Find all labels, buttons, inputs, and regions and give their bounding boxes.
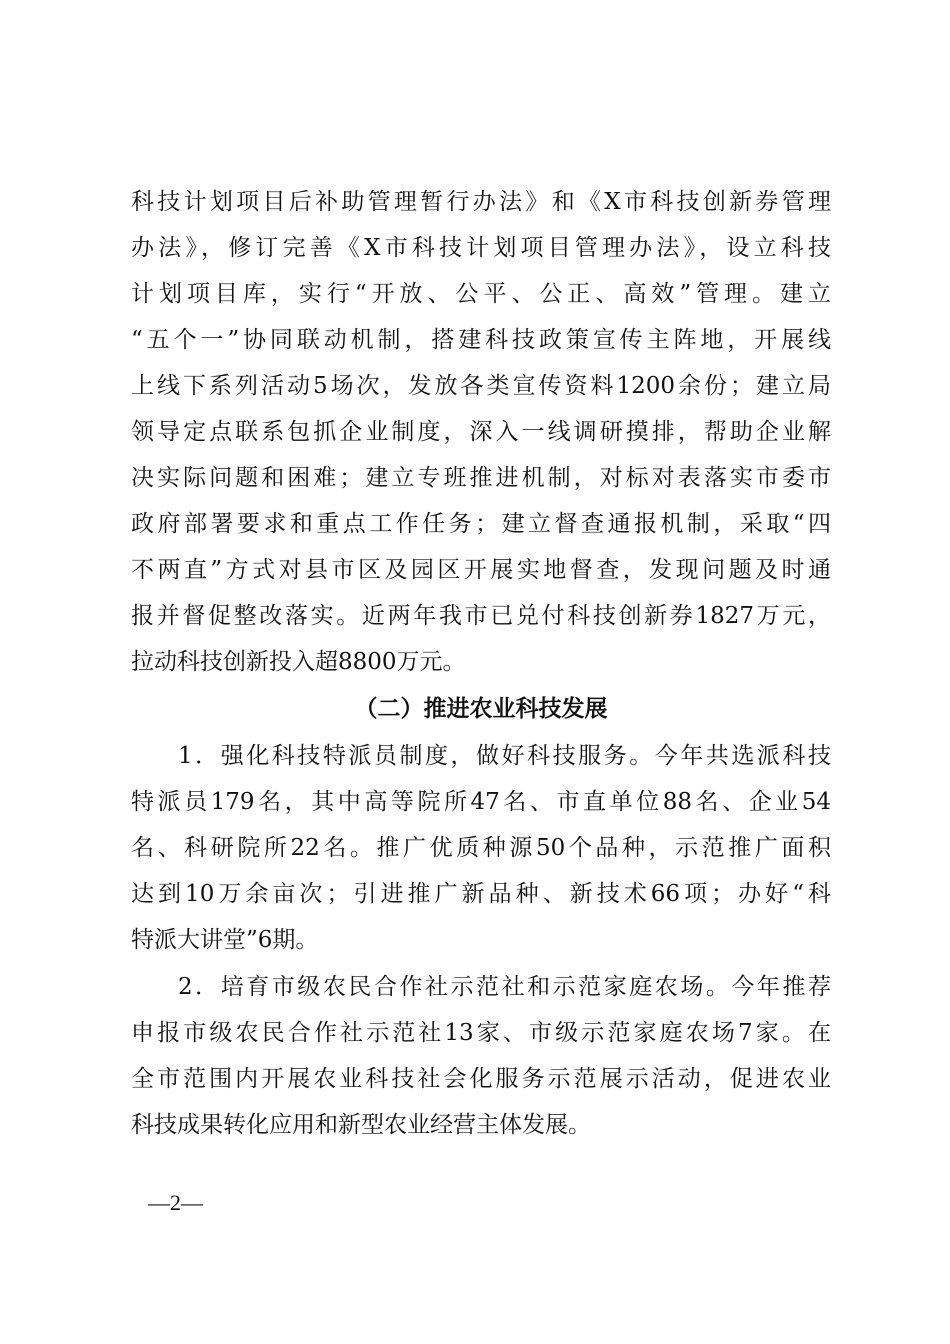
paragraph-line: 领导定点联系包抓企业制度，深入一线调研摸排，帮助企业解 [131,419,831,445]
paragraph-line: 科技计划项目后补助管理暂行办法》和《X市科技创新券管理 [131,189,831,215]
paragraph-line: 特派员179名，其中高等院所47名、市直单位88名、企业54 [131,789,831,815]
paragraph-line: 特派大讲堂”6期。 [131,927,319,953]
paragraph-line: “五个一”协同联动机制，搭建科技政策宣传主阵地，开展线 [131,327,831,353]
paragraph-line: 达到10万余亩次；引进推广新品种、新技术66项；办好“科 [131,881,831,907]
paragraph-line: 决实际问题和困难；建立专班推进机制，对标对表落实市委市 [131,465,831,491]
paragraph-line: 2．培育市级农民合作社示范社和示范家庭农场。今年推荐 [178,974,831,1000]
paragraph-line: 科技成果转化应用和新型农业经营主体发展。 [131,1112,591,1138]
paragraph-line: 拉动科技创新投入超8800万元。 [131,649,466,675]
paragraph-line: 1．强化科技特派员制度，做好科技服务。今年共选派科技 [178,743,831,769]
section-heading: （二）推进农业科技发展 [354,695,608,722]
paragraph-line: 不两直”方式对县市区及园区开展实地督查，发现问题及时通 [131,557,831,583]
page-number: —2— [148,1190,203,1215]
paragraph-line: 计划项目库，实行“开放、公平、公正、高效”管理。建立 [131,281,831,307]
paragraph-line: 政府部署要求和重点工作任务；建立督查通报机制，采取“四 [131,511,831,537]
paragraph-line: 全市范围内开展农业科技社会化服务示范展示活动，促进农业 [131,1066,831,1092]
paragraph-line: 报并督促整改落实。近两年我市已兑付科技创新券1827万元， [131,603,831,629]
paragraph-line: 申报市级农民合作社示范社13家、市级示范家庭农场7家。在 [131,1020,831,1046]
paragraph-line: 名、科研院所22名。推广优质种源50个品种，示范推广面积 [131,835,831,861]
paragraph-line: 上线下系列活动5场次，发放各类宣传资料1200余份；建立局 [131,373,831,399]
paragraph-line: 办法》，修订完善《X市科技计划项目管理办法》，设立科技 [131,235,831,261]
